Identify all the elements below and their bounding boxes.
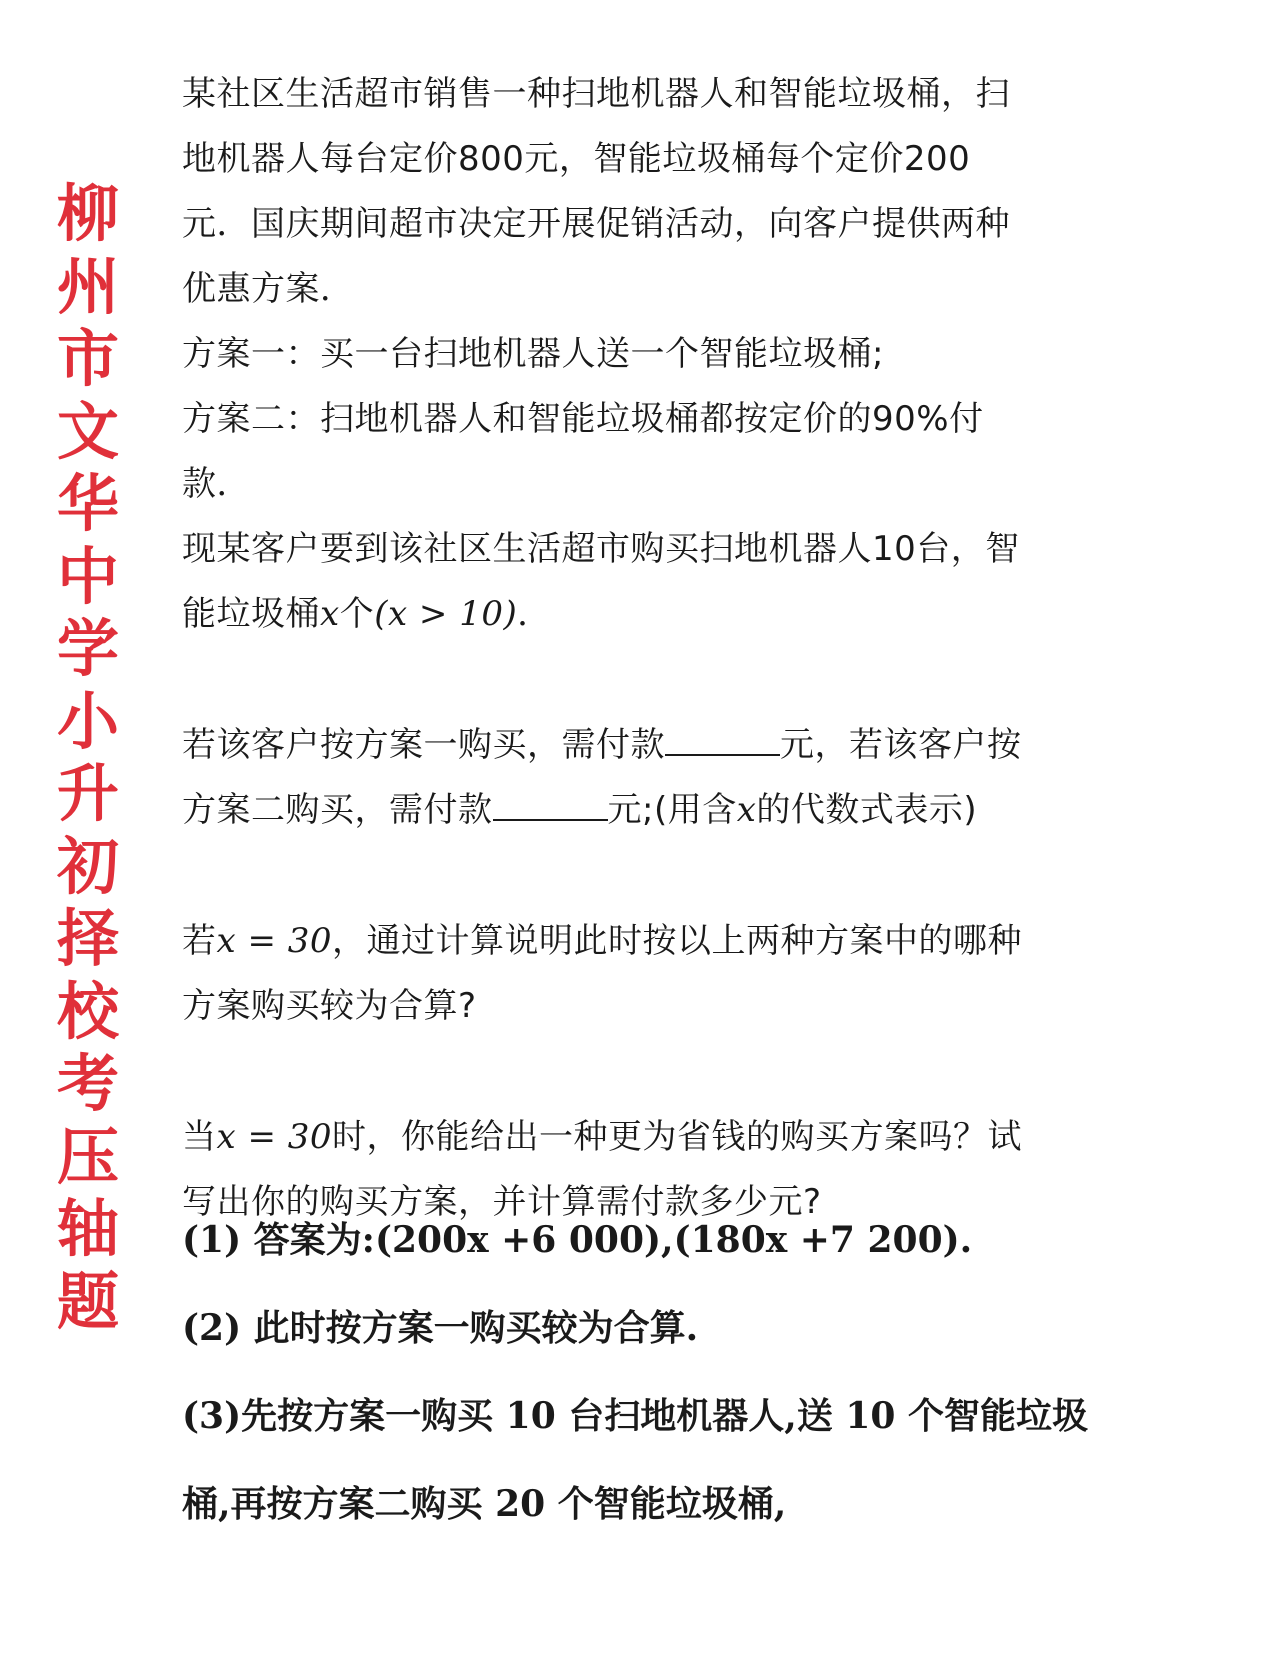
condition-expression: x = 30 [216, 1117, 333, 1157]
question-text: 方案二购买，需付款 [182, 790, 493, 830]
question-text: 若该客户按方案一购买，需付款 [182, 725, 665, 765]
problem-text: 个 [339, 594, 375, 634]
question-3-line: 写出你的购买方案，并计算需付款多少元? [182, 1182, 822, 1222]
side-title-char: 华 [56, 467, 119, 540]
problem-line [182, 582, 1162, 647]
spacer [182, 647, 1162, 713]
side-title-char: 州 [56, 249, 119, 323]
condition-expression: x = 30 [216, 921, 333, 961]
problem-text: 能垃圾桶 [182, 594, 320, 634]
question-text: 元;(用含 [607, 790, 737, 830]
problem-line: 地机器人每台定价800元，智能垃圾桶每个定价200 [182, 139, 971, 179]
variable-x: x [320, 594, 340, 634]
problem-text: ． [517, 594, 552, 634]
side-title-char: 小 [56, 684, 119, 758]
problem-content [182, 62, 1162, 1235]
answer-1: (1) 答案为:(200x +6 000),(180x +7 200). [182, 1219, 973, 1261]
variable-x: x [736, 790, 757, 830]
question-text: 时，你能给出一种更为省钱的购买方案吗？试 [332, 1117, 1023, 1157]
side-title-char: 考 [56, 1047, 119, 1120]
side-title-char: 初 [56, 829, 119, 903]
side-title-char: 中 [56, 539, 119, 613]
question-2-line [182, 909, 1162, 974]
plan-one-line: 方案一：买一台扫地机器人送一个智能垃圾桶; [182, 334, 884, 374]
side-title-char: 轴 [56, 1192, 119, 1265]
side-title-char: 择 [56, 902, 119, 975]
answer-3: (3)先按方案一购买 10 台扫地机器人,送 10 个智能垃圾 [182, 1395, 1088, 1437]
problem-line: 款． [182, 464, 251, 504]
question-text: 的代数式表示) [756, 790, 978, 830]
question-text: 若 [182, 921, 217, 961]
side-title-char: 压 [56, 1119, 119, 1193]
answer-3-continued: 桶,再按方案二购买 20 个智能垃圾桶, [182, 1483, 787, 1525]
question-text: ，通过计算说明此时按以上两种方案中的哪种 [332, 921, 1023, 961]
side-title-char: 市 [56, 322, 119, 395]
side-title-char: 题 [56, 1264, 119, 1338]
answer-blank [493, 785, 608, 821]
answers-section [182, 1196, 1222, 1548]
side-title-char: 升 [56, 757, 119, 830]
spacer [182, 1039, 1162, 1105]
condition-expression: (x > 10) [374, 594, 518, 634]
spacer [182, 843, 1162, 909]
question-3-line [182, 1105, 1162, 1170]
problem-line: 元．国庆期间超市决定开展促销活动，向客户提供两种 [182, 204, 1010, 244]
question-1-line [182, 713, 1162, 778]
question-text: 当 [182, 1117, 217, 1157]
side-title [48, 178, 128, 1338]
answer-blank [665, 720, 780, 756]
plan-two-line: 方案二：扫地机器人和智能垃圾桶都按定价的90%付 [182, 399, 984, 439]
question-1-line [182, 778, 1162, 843]
question-text: 元，若该客户按 [780, 725, 1022, 765]
side-title-char: 柳 [56, 177, 119, 250]
question-2-line: 方案购买较为合算? [182, 986, 477, 1026]
answer-2: (2) 此时按方案一购买较为合算. [182, 1307, 699, 1349]
problem-line: 某社区生活超市销售一种扫地机器人和智能垃圾桶，扫 [182, 74, 1010, 114]
side-title-char: 文 [56, 394, 119, 468]
side-title-char: 学 [56, 612, 119, 685]
side-title-char: 校 [56, 974, 119, 1048]
problem-line: 优惠方案． [182, 269, 355, 309]
problem-line: 现某客户要到该社区生活超市购买扫地机器人10台，智 [182, 529, 1020, 569]
